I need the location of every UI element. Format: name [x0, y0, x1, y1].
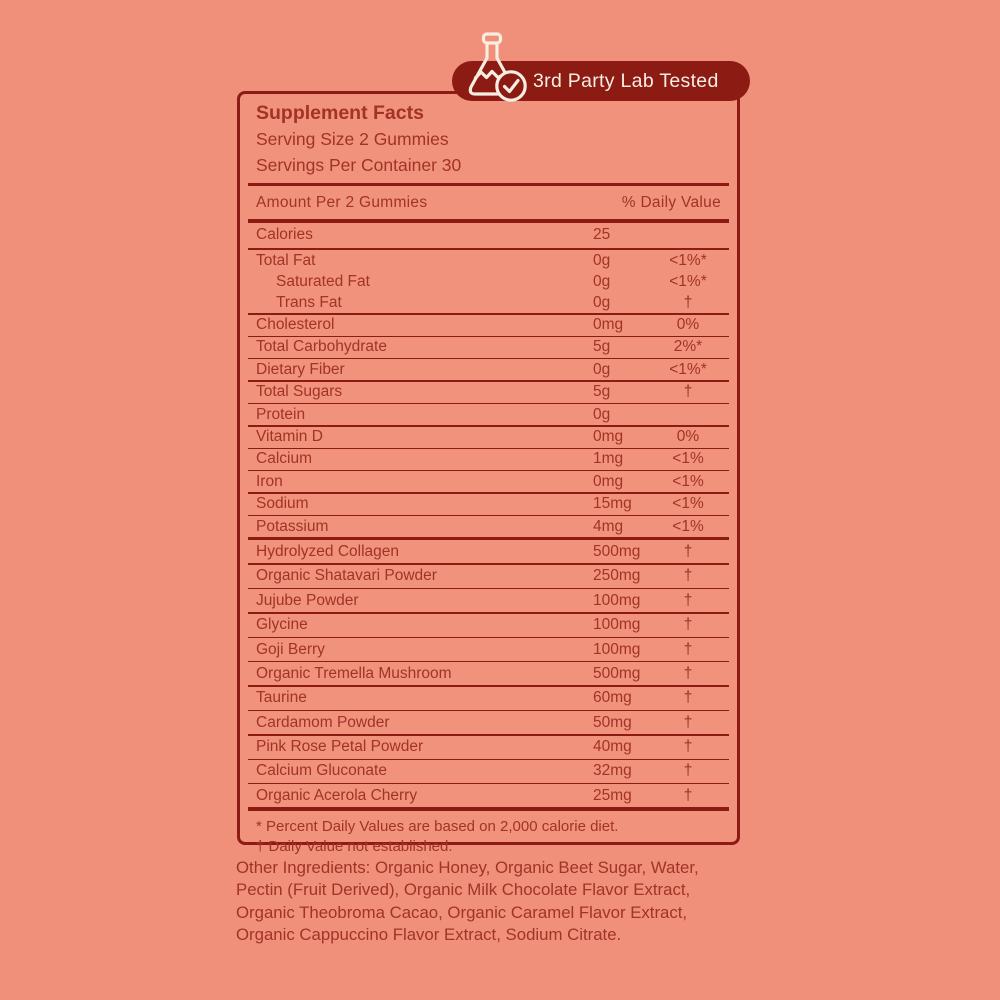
row-daily-value: †: [683, 640, 693, 658]
row-name: Vitamin D: [256, 428, 323, 446]
row-amount: 100mg: [593, 591, 641, 609]
row-amount: 15mg: [593, 495, 632, 513]
row-daily-value: †: [683, 786, 693, 804]
table-row: [248, 736, 729, 759]
serving-size: Serving Size 2 Gummies: [256, 129, 449, 149]
row-daily-value: †: [683, 713, 693, 731]
table-row: [248, 565, 729, 588]
table-row: [248, 337, 729, 358]
row-daily-value: †: [683, 567, 693, 585]
table-row: [248, 250, 729, 271]
row-amount: 50mg: [593, 713, 632, 731]
flask-check-icon: [458, 31, 558, 105]
row-name: Calcium Gluconate: [256, 762, 387, 780]
row-amount: 0mg: [593, 428, 624, 446]
row-name: Dietary Fiber: [256, 360, 345, 378]
table-row: [248, 687, 729, 710]
row-name: Organic Shatavari Powder: [256, 567, 437, 585]
row-amount: 100mg: [593, 640, 641, 658]
row-daily-value: 0%: [676, 428, 700, 446]
row-name: Taurine: [256, 689, 307, 707]
row-amount: 0mg: [593, 472, 624, 490]
check-circle: [497, 72, 525, 100]
panel-title: Supplement Facts: [256, 102, 424, 124]
row-daily-value: †: [683, 738, 693, 756]
row-amount: 0g: [593, 272, 611, 290]
footnote-dagger: † Daily Value not established.: [256, 837, 453, 855]
row-amount: 100mg: [593, 616, 641, 634]
table-row: [248, 614, 729, 637]
table-row: [248, 516, 729, 537]
row-name: Organic Acerola Cherry: [256, 786, 418, 804]
row-daily-value: †: [683, 591, 693, 609]
row-daily-value: <1%: [672, 472, 704, 490]
row-daily-value: <1%*: [669, 360, 707, 378]
row-name: Protein: [256, 405, 306, 423]
flask-stopper: [484, 34, 501, 43]
table-row: [248, 760, 729, 783]
row-name: Calcium: [256, 450, 312, 468]
row-name: Jujube Powder: [256, 591, 359, 609]
table-row: [248, 638, 729, 661]
row-daily-value: 2%*: [673, 338, 703, 356]
servings-per-container: Servings Per Container 30: [256, 154, 462, 175]
row-name: Hydrolyzed Collagen: [256, 542, 400, 560]
supplement-facts-panel: [237, 91, 740, 855]
row-name: Cholesterol: [256, 316, 335, 334]
badge-label: 3rd Party Lab Tested: [533, 69, 719, 92]
row-name: Glycine: [256, 616, 308, 634]
table-row: [248, 359, 729, 380]
row-amount: 500mg: [593, 664, 641, 682]
row-name: Total Sugars: [256, 383, 343, 401]
row-name: Organic Tremella Mushroom: [256, 664, 452, 682]
table-row: [248, 540, 729, 563]
row-amount: 0mg: [593, 316, 624, 334]
row-daily-value: 0%: [676, 316, 700, 334]
row-name: Calories: [256, 226, 313, 244]
row-daily-value: †: [683, 762, 693, 780]
table-row: [248, 292, 729, 313]
row-name: Iron: [256, 472, 283, 490]
table-row: [248, 404, 729, 425]
table-row: [248, 223, 729, 248]
row-daily-value: †: [683, 542, 693, 560]
row-amount: 4mg: [593, 517, 624, 535]
table-row: [248, 711, 729, 734]
table-row: [248, 449, 729, 470]
table-row: [248, 662, 729, 685]
row-amount: 500mg: [593, 542, 641, 560]
row-amount: 0g: [593, 405, 611, 423]
row-amount: 32mg: [593, 762, 632, 780]
footnotes: [248, 811, 729, 857]
table-row: [248, 494, 729, 515]
row-amount: 25: [593, 226, 611, 244]
row-daily-value: <1%*: [669, 272, 707, 290]
table-row: [248, 315, 729, 336]
row-amount: 25mg: [593, 786, 632, 804]
row-name: Potassium: [256, 517, 329, 535]
other-ingredients: Other Ingredients: Organic Honey, Organic Beet Sugar, Water, Pectin (Fruit Derived), Organic Milk Chocolate Flavor Extract, Organic Theobroma Cacao, Organic Caramel Flavor Extract, Organic Cappuccino Flavor Extract, Sodium Citrate.: [236, 858, 699, 945]
row-daily-value: <1%: [672, 517, 704, 535]
row-name: Trans Fat: [276, 293, 342, 311]
table-header: [248, 186, 729, 219]
row-daily-value: †: [683, 664, 693, 682]
row-amount: 40mg: [593, 738, 632, 756]
row-amount: 60mg: [593, 689, 632, 707]
table-row: [248, 271, 729, 292]
row-amount: 0g: [593, 251, 611, 269]
row-amount: 5g: [593, 338, 611, 356]
row-name: Pink Rose Petal Powder: [256, 738, 424, 756]
table-row: [248, 784, 729, 807]
row-daily-value: <1%*: [669, 251, 707, 269]
row-amount: 250mg: [593, 567, 641, 585]
row-name: Sodium: [256, 495, 309, 513]
row-amount: 0g: [593, 293, 611, 311]
table-row: [248, 382, 729, 403]
row-amount: 1mg: [593, 450, 624, 468]
row-daily-value: †: [683, 293, 693, 311]
table-row: [248, 427, 729, 448]
row-name: Total Fat: [256, 251, 316, 269]
row-name: Total Carbohydrate: [256, 338, 387, 356]
row-daily-value: †: [683, 689, 693, 707]
row-daily-value: †: [683, 616, 693, 634]
facts-table-body: [248, 223, 729, 811]
row-daily-value: <1%: [672, 495, 704, 513]
daily-value-header: % Daily Value: [621, 193, 721, 211]
row-name: Cardamom Powder: [256, 713, 390, 731]
amount-per-header: Amount Per 2 Gummies: [256, 193, 428, 211]
row-name: Saturated Fat: [276, 272, 370, 290]
row-amount: 5g: [593, 383, 611, 401]
footnote-percent: * Percent Daily Values are based on 2,000 calorie diet.: [256, 817, 619, 835]
table-row: [248, 589, 729, 612]
row-name: Goji Berry: [256, 640, 325, 658]
row-amount: 0g: [593, 360, 611, 378]
row-daily-value: <1%: [672, 450, 704, 468]
row-daily-value: †: [683, 383, 693, 401]
table-row: [248, 471, 729, 492]
